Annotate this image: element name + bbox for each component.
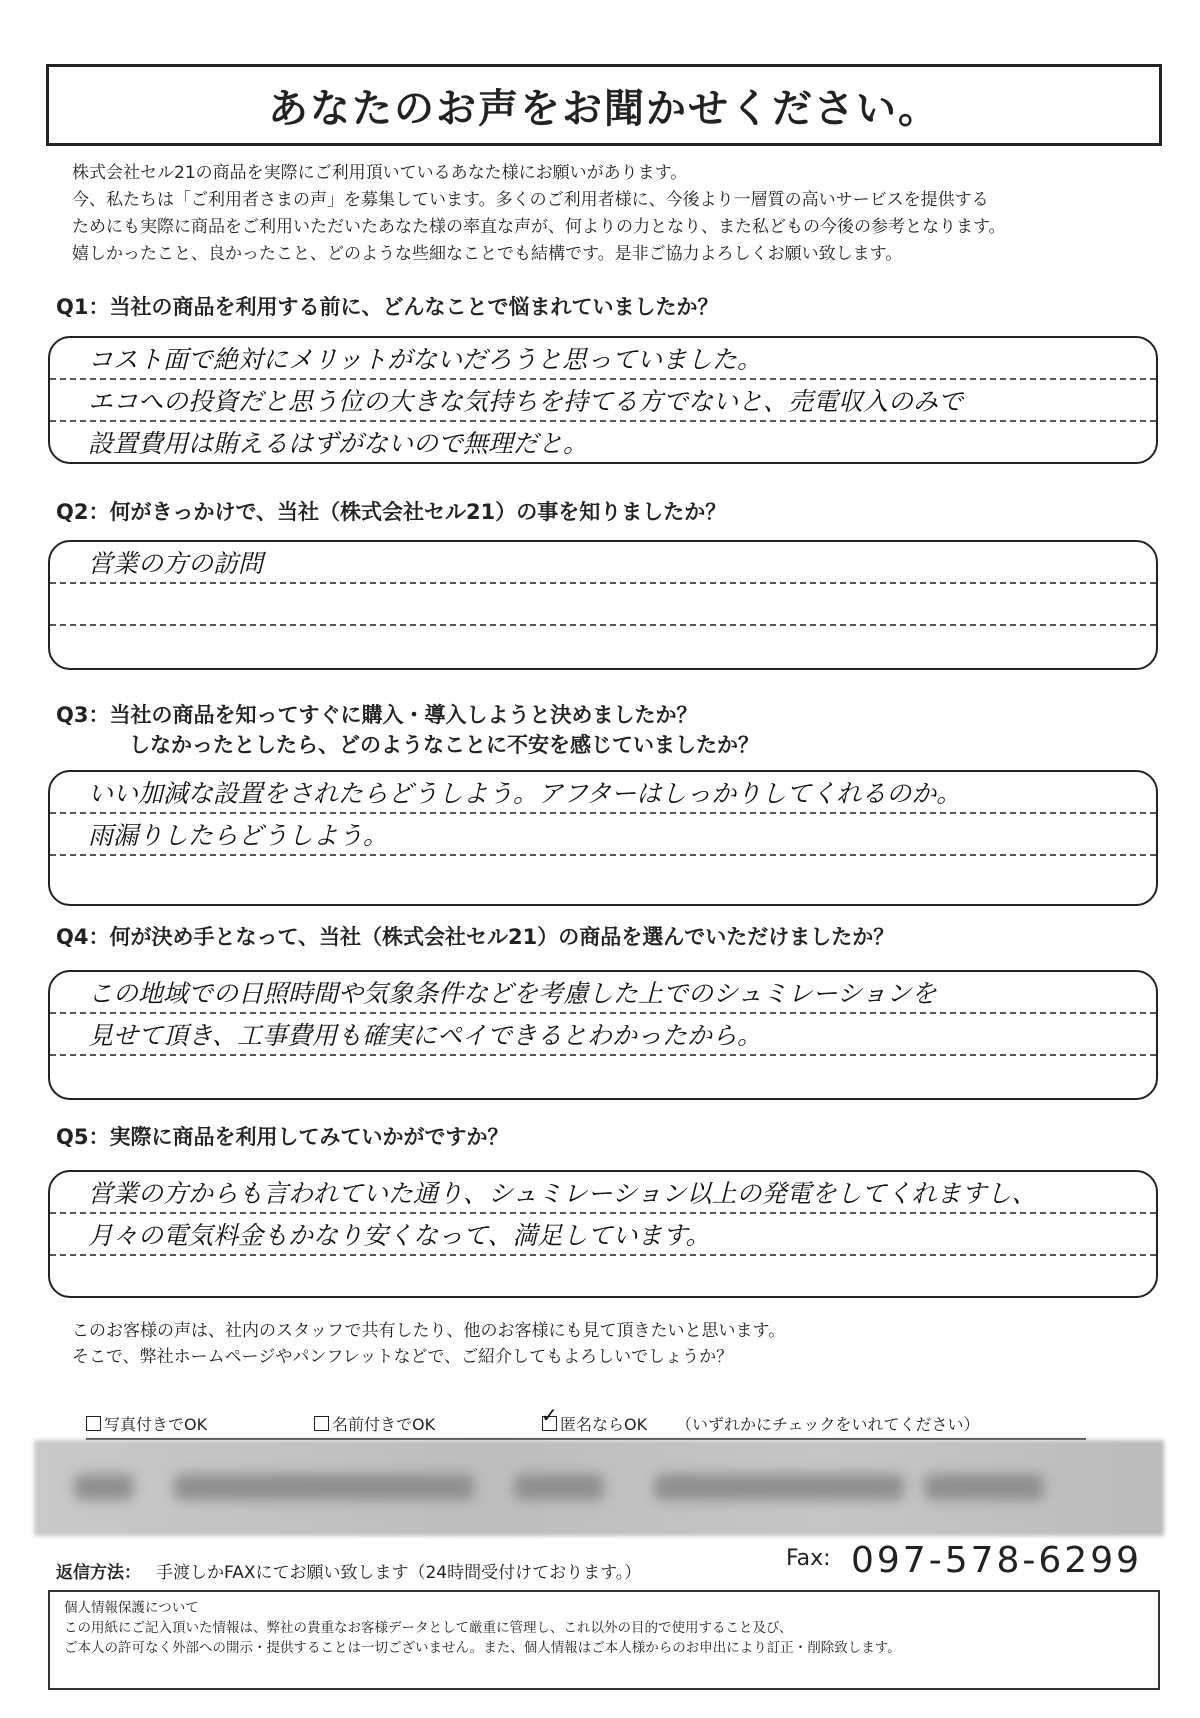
privacy-line: この用紙にご記入頂いた情報は、弊社の貴重なお客様データとして厳重に管理し、これ以外の目的で使用すること及び、 bbox=[64, 1620, 793, 1636]
answer-line bbox=[50, 626, 1156, 668]
question-2 bbox=[56, 497, 726, 527]
option-note: （いずれかにチェックをいれてください） bbox=[676, 1415, 980, 1434]
answer-line: 営業の方の訪問 bbox=[50, 542, 1156, 584]
privacy-line: ご本人の許可なく外部への開示・提供することは一切ございません。また、個人情報はご本人様からのお申出により訂正・削除致します。 bbox=[64, 1640, 901, 1656]
checkbox-checked-icon[interactable] bbox=[542, 1416, 557, 1431]
privacy-notice bbox=[48, 1590, 1160, 1690]
consent-text bbox=[72, 1318, 785, 1370]
option-label: 名前付きでOK bbox=[332, 1415, 436, 1434]
question-1 bbox=[56, 292, 718, 322]
intro-line: 株式会社セル21の商品を実際にご利用頂いているあなた様にお願いがあります。 bbox=[72, 163, 688, 183]
answer-line: コスト面で絶対にメリットがないだろうと思っていました。 bbox=[50, 338, 1156, 380]
option-anonymous[interactable] bbox=[542, 1412, 647, 1435]
question-3 bbox=[56, 700, 759, 760]
answer-box-1 bbox=[48, 336, 1158, 464]
answer-line bbox=[50, 856, 1156, 898]
fax-number: 097-578-6299 bbox=[851, 1540, 1143, 1581]
reply-label: 返信方法： bbox=[56, 1563, 141, 1583]
reply-method bbox=[56, 1540, 1166, 1586]
question-4 bbox=[56, 922, 894, 952]
answer-line: いい加減な設置をされたらどうしよう。アフターはしっかりしてくれるのか。 bbox=[50, 772, 1156, 814]
permission-options bbox=[86, 1412, 1086, 1440]
consent-line: そこで、弊社ホームページやパンフレットなどで、ご紹介してもよろしいでしょうか？ bbox=[72, 1347, 734, 1367]
answer-line: 雨漏りしたらどうしよう。 bbox=[50, 814, 1156, 856]
reply-text: 手渡しかFAXにてお願い致します（24時間受付けております。） bbox=[156, 1563, 642, 1583]
question-label: Q2：何がきっかけで、当社（株式会社セル21）の事を知りましたか？ bbox=[56, 500, 727, 524]
answer-line bbox=[50, 1056, 1156, 1098]
answer-line: 設置費用は賄えるはずがないので無理だと。 bbox=[88, 429, 589, 458]
checkbox-icon[interactable] bbox=[314, 1416, 329, 1431]
question-label: Q5：実際に商品を利用してみていかがですか？ bbox=[56, 1125, 509, 1149]
answer-box-5 bbox=[48, 1170, 1158, 1298]
answer-box-2 bbox=[48, 540, 1158, 670]
intro-line: ためにも実際に商品をご利用いただいたあなた様の率直な声が、何よりの力となり、また私どもの今後の参考となります。 bbox=[72, 217, 1006, 237]
checkbox-icon[interactable] bbox=[86, 1416, 101, 1431]
answer-box-4 bbox=[48, 970, 1158, 1100]
option-photo[interactable] bbox=[86, 1412, 207, 1435]
question-label: Q1：当社の商品を利用する前に、どんなことで悩まれていましたか？ bbox=[56, 295, 719, 319]
consent-line: このお客様の声は、社内のスタッフで共有したり、他のお客様にも見て頂きたいと思います。 bbox=[72, 1321, 786, 1341]
option-label: 匿名ならOK bbox=[560, 1415, 648, 1434]
title-box bbox=[46, 64, 1162, 146]
answer-line bbox=[50, 584, 1156, 626]
intro-line: 今、私たちは「ご利用者さまの声」を募集しています。多くのご利用者様に、今後より一層質の高いサービスを提供する bbox=[72, 190, 989, 210]
answer-line: 月々の電気料金もかなり安くなって、満足しています。 bbox=[50, 1214, 1156, 1256]
redacted-personal-info bbox=[34, 1440, 1164, 1536]
answer-line: 見せて頂き、工事費用も確実にペイできるとわかったから。 bbox=[50, 1014, 1156, 1056]
intro-text bbox=[72, 160, 1162, 268]
fax-label: Fax: bbox=[786, 1546, 831, 1571]
question-label: Q4：何が決め手となって、当社（株式会社セル21）の商品を選んでいただけましたか？ bbox=[56, 925, 895, 949]
question-5 bbox=[56, 1122, 508, 1152]
privacy-heading: 個人情報保護について bbox=[64, 1600, 199, 1616]
answer-box-3 bbox=[48, 770, 1158, 906]
intro-line: 嬉しかったこと、良かったこと、どのような些細なことでも結構です。是非ご協力よろしくお願い致します。 bbox=[72, 244, 903, 264]
answer-line bbox=[50, 1256, 1156, 1298]
question-label: Q3：当社の商品を知ってすぐに購入・導入しようと決めましたか？ bbox=[56, 703, 698, 727]
option-label: 写真付きでOK bbox=[104, 1415, 208, 1434]
answer-line: この地域での日照時間や気象条件などを考慮した上でのシュミレーションを bbox=[50, 972, 1156, 1014]
option-name[interactable] bbox=[314, 1412, 435, 1435]
answer-line: 営業の方からも言われていた通り、シュミレーション以上の発電をしてくれますし、 bbox=[50, 1172, 1156, 1214]
question-label-line2: しなかったとしたら、どのようなことに不安を感じていましたか？ bbox=[129, 733, 759, 757]
page-title: あなたのお声をお聞かせください。 bbox=[268, 85, 940, 132]
answer-line: エコへの投資だと思う位の大きな気持ちを持てる方でないと、売電収入のみで bbox=[50, 380, 1156, 422]
